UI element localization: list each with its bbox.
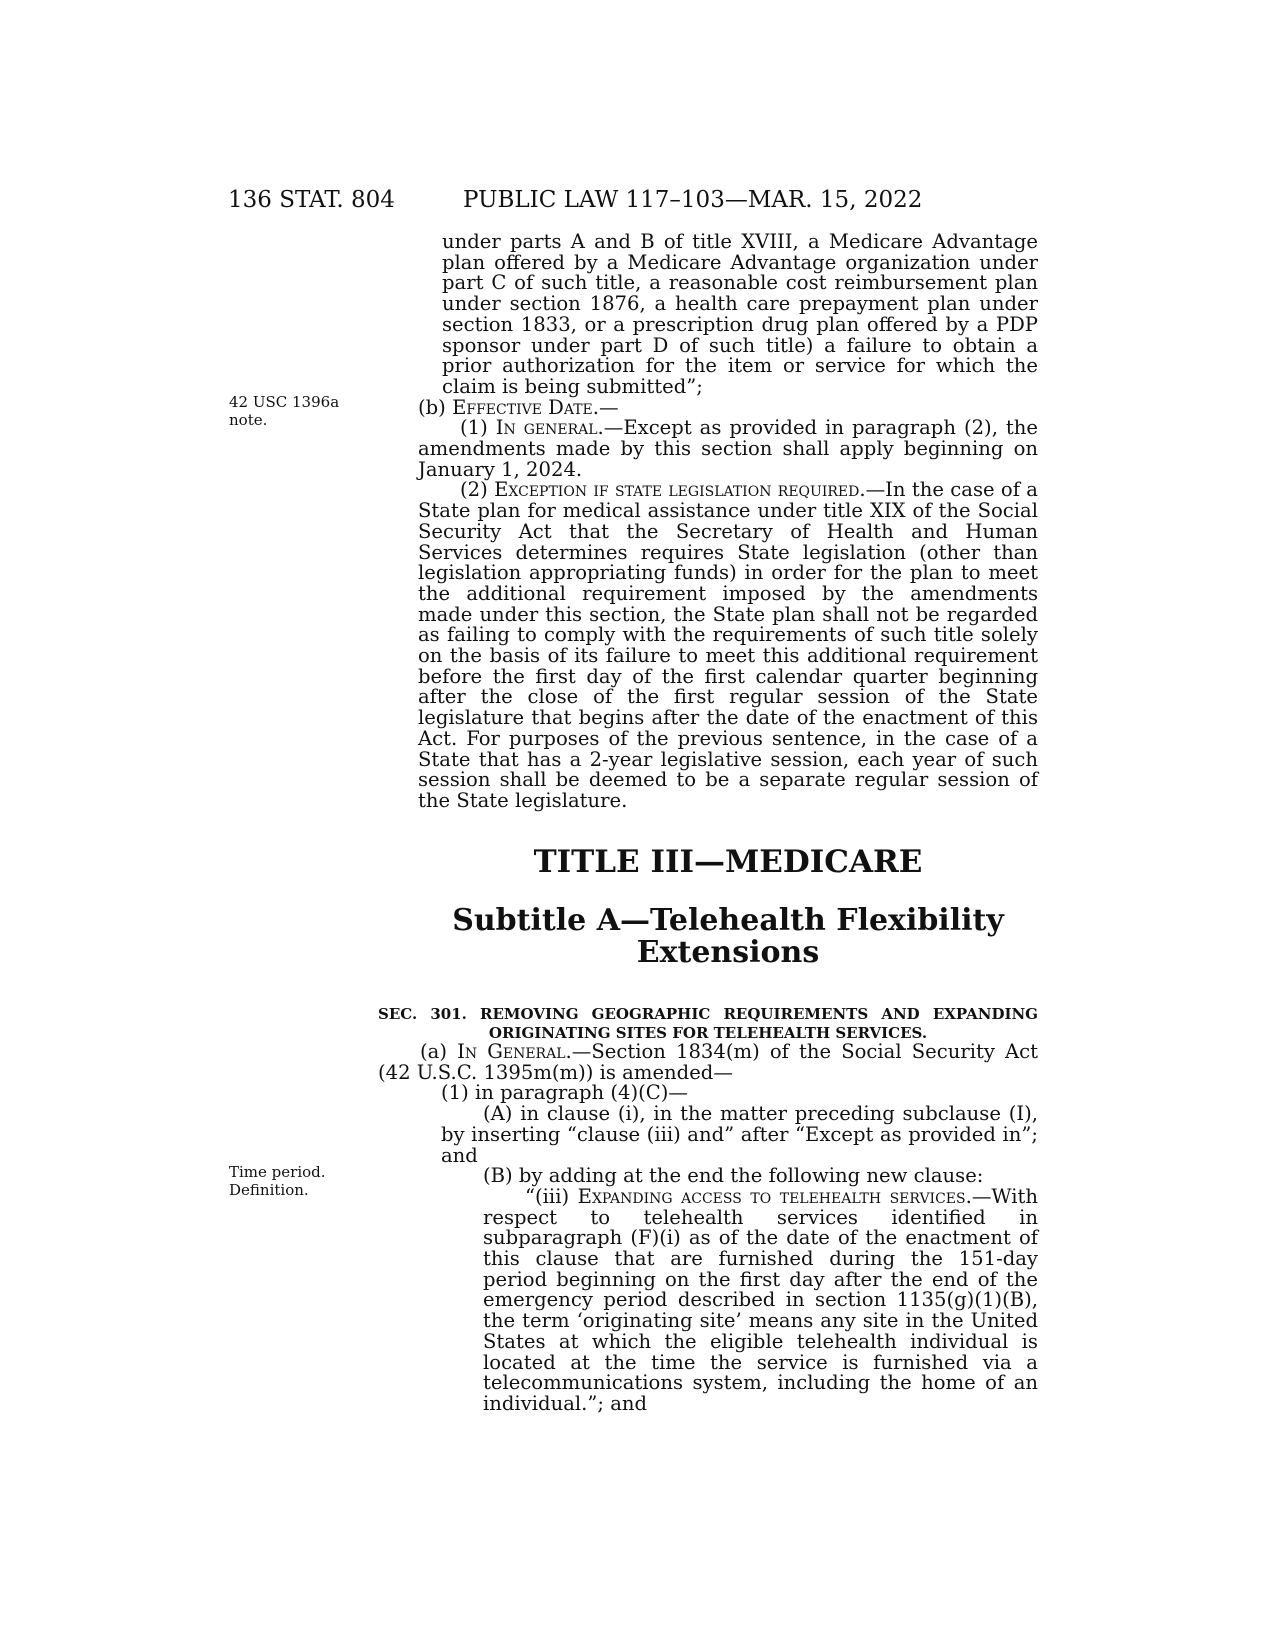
subtitle-line: Subtitle A—Telehealth Flexibility: [452, 903, 1004, 938]
margin-note-line: Definition.: [229, 1181, 309, 1199]
paragraph-1-label: (1): [460, 416, 496, 440]
subtitle-heading: [418, 905, 1038, 969]
subparagraph-b: (B) by adding at the end the following new clause:: [483, 1164, 984, 1188]
paragraph-1-text: .—Except as provided in paragraph (2), the amendments made by this section shall apply beginning on January 1, 2024.: [418, 416, 1038, 481]
body-text-top: [418, 232, 1038, 812]
clause-iii-label: “(iii): [525, 1184, 578, 1208]
subtitle-line: Extensions: [636, 935, 820, 970]
subsection-a-text: .—Section 1834(m) of the Social Security Act (42 U.S.C. 1395m(m)) is amended—: [378, 1040, 1039, 1084]
margin-note-usc: [229, 393, 339, 429]
margin-note-time-period: [229, 1163, 326, 1199]
page-number: 136 STAT. 804: [228, 187, 395, 213]
continued-paragraph: under parts A and B of title XVIII, a Medicare Advantage plan offered by a Medicare Advantage organization under part C of such title, a reasonable cost reimbursement plan under section 1876, a health care prepayment plan under section 1833, or a prescription drug plan offered by a PDP sponsor under part D of such title) a failure to obtain a prior authorization for the item or service for which the claim is being submitted”;: [442, 230, 1038, 398]
paragraph-1: [418, 418, 1038, 480]
effective-date-dash: .—: [592, 395, 619, 419]
effective-date-label: (b): [418, 395, 453, 419]
margin-note-line: note.: [229, 411, 268, 429]
clause-iii-caption: Expanding access to telehealth services: [577, 1184, 966, 1208]
paragraph-1-caption: In general: [495, 416, 598, 440]
effective-date-heading: [418, 395, 1038, 419]
subsection-a: [378, 1042, 1038, 1083]
paragraph-2-label: (2): [460, 478, 495, 502]
subsection-a-caption: In General: [457, 1040, 566, 1063]
law-title: PUBLIC LAW 117–103—MAR. 15, 2022: [463, 187, 923, 213]
clause-iii: [378, 1184, 1038, 1415]
paragraph-4c: (1) in paragraph (4)(C)—: [441, 1081, 688, 1105]
clause-iii-text: .—With respect to telehealth services identified in subparagraph (F)(i) as of the date of the enactment of this clause that are furnished during the 151-day period beginning on the first day after the end of the emergency period described in section 1135(g)(1)(B), the term ‘originating site’ means any site in the United States at which the eligible telehealth individual is located at the time the service is furnished via a telecommunications system, including the home of an individual.”; and: [483, 1184, 1038, 1415]
title-heading: TITLE III—MEDICARE: [533, 844, 923, 880]
paragraph-2: [418, 480, 1038, 811]
paragraph-2-text: .—In the case of a State plan for medical assistance under title XIX of the Social Security Act that the Secretary of Health and Human Services determines requires State legislation (other than legislation appropriating funds) in order for the plan to meet the additional requirement imposed by the amendments made under this section, the State plan shall not be regarded as failing to comply with the requirements of such title solely on the basis of its failure to meet this additional requirement before the first day of the first calendar quarter beginning after the close of the first regular session of the State legislature that begins after the date of the enactment of this Act. For purposes of the previous sentence, in the case of a State that has a 2-year legislative session, each year of such session shall be deemed to be a separate regular session of the State legislature.: [418, 478, 1038, 812]
subparagraph-a: (A) in clause (i), in the matter preceding subclause (I), by inserting “clause (iii) and” after “Except as provided in”; and: [441, 1102, 1038, 1167]
effective-date-caption: Effective Date: [452, 395, 593, 419]
body-text-section: [378, 1042, 1038, 1415]
paragraph-2-caption: Exception if state legislation required: [494, 478, 860, 502]
subsection-a-label: (a): [420, 1040, 458, 1063]
section-heading: SEC. 301. REMOVING GEOGRAPHIC REQUIREMENTS AND EXPANDING ORIGINATING SITES FOR TELEHEALTH SERVICES.: [378, 1005, 1038, 1042]
margin-note-line: 42 USC 1396a: [229, 393, 340, 411]
margin-note-line: Time period.: [229, 1163, 326, 1181]
